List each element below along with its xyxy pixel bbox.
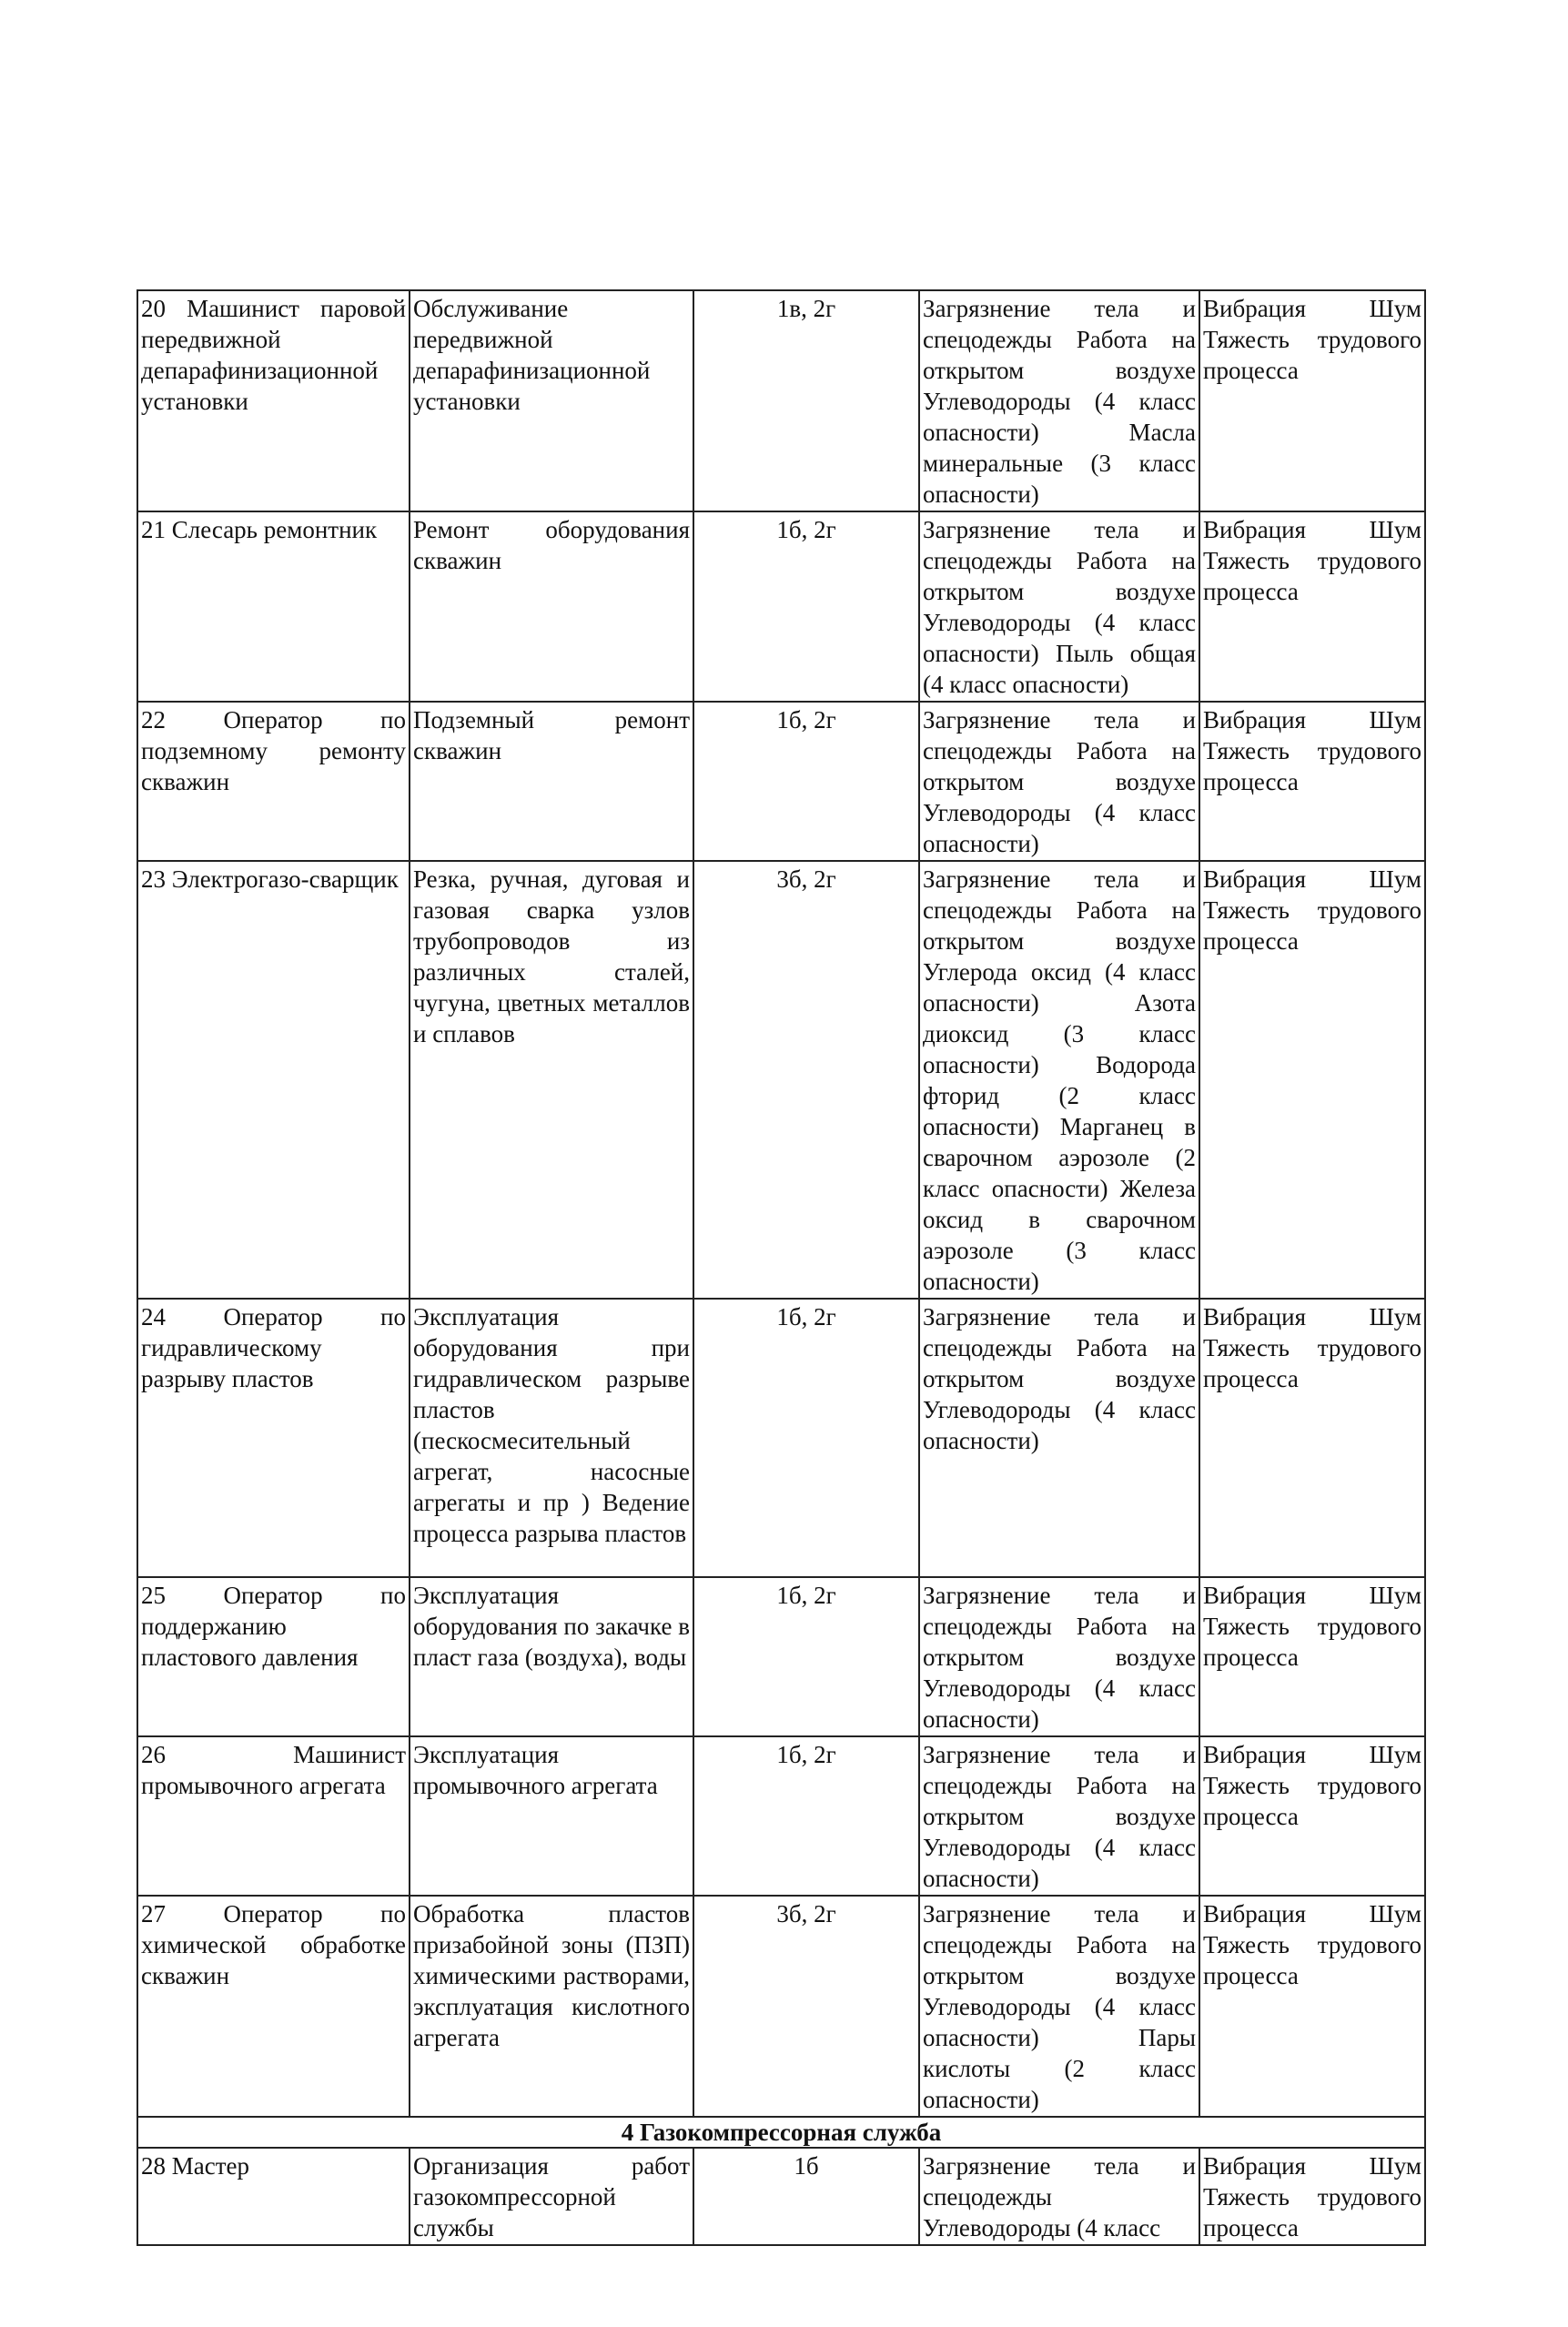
section-header-row: [137, 2117, 1425, 2148]
profession-cell: 23 Электрогазо-сварщик: [137, 861, 410, 1299]
class-cell: 3б, 2г: [693, 1896, 919, 2117]
section-title: 4 Газокомпрессорная служба: [137, 2117, 1425, 2148]
table-row: [137, 290, 1425, 511]
physical-factors-cell: Вибрация Шум Тяжесть трудового процесса: [1199, 511, 1425, 702]
chemical-factors-cell: Загрязнение тела и спецодежды Углеводороды (4 класс: [919, 2148, 1199, 2245]
chemical-factors-cell: Загрязнение тела и спецодежды Работа на открытом воздухе Углеводороды (4 класс опасности) Масла минеральные (3 класс опасности): [919, 290, 1199, 511]
work-cell: Ремонт оборудования скважин: [410, 511, 693, 702]
class-cell: 1б, 2г: [693, 1736, 919, 1896]
physical-factors-cell: Вибрация Шум Тяжесть трудового процесса: [1199, 1896, 1425, 2117]
chemical-factors-cell: Загрязнение тела и спецодежды Работа на открытом воздухе Углеводороды (4 класс опасности): [919, 1736, 1199, 1896]
work-cell: Эксплуатация оборудования по закачке в пласт газа (воздуха), воды: [410, 1577, 693, 1736]
table-row: [137, 1896, 1425, 2117]
chemical-factors-cell: Загрязнение тела и спецодежды Работа на открытом воздухе Углерода оксид (4 класс опасности) Азота диоксид (3 класс опасности) Водорода фторид (2 класс опасности) Марганец в сварочном аэрозоле (2 класс опасности) Железа оксид в сварочном аэрозоле (3 класс опасности): [919, 861, 1199, 1299]
profession-cell: 27 Оператор по химической обработке скважин: [137, 1896, 410, 2117]
profession-cell: 21 Слесарь ремонтник: [137, 511, 410, 702]
profession-cell: 25 Оператор по поддержанию пластового давления: [137, 1577, 410, 1736]
class-cell: 1б, 2г: [693, 702, 919, 861]
class-cell: 1б: [693, 2148, 919, 2245]
work-cell: Эксплуатация оборудования при гидравлическом разрыве пластов (пескосмесительный агрегат, насосные агрегаты и пр ) Ведение процесса разрыва пластов: [410, 1299, 693, 1577]
table-row: [137, 511, 1425, 702]
occupations-table: [137, 289, 1426, 2246]
table-row: [137, 861, 1425, 1299]
profession-cell: 20 Машинист паровой передвижной депарафинизационной установки: [137, 290, 410, 511]
class-cell: 1в, 2г: [693, 290, 919, 511]
work-cell: Обработка пластов призабойной зоны (ПЗП) химическими растворами, эксплуатация кислотного агрегата: [410, 1896, 693, 2117]
work-cell: Организация работ газокомпрессорной службы: [410, 2148, 693, 2245]
profession-cell: 22 Оператор по подземному ремонту скважин: [137, 702, 410, 861]
chemical-factors-cell: Загрязнение тела и спецодежды Работа на открытом воздухе Углеводороды (4 класс опасности): [919, 1299, 1199, 1577]
work-cell: Обслуживание передвижной депарафинизационной установки: [410, 290, 693, 511]
physical-factors-cell: Вибрация Шум Тяжесть трудового процесса: [1199, 702, 1425, 861]
physical-factors-cell: Вибрация Шум Тяжесть трудового процесса: [1199, 290, 1425, 511]
physical-factors-cell: Вибрация Шум Тяжесть трудового процесса: [1199, 1577, 1425, 1736]
table-row: [137, 702, 1425, 861]
profession-cell: 26 Машинист промывочного агрегата: [137, 1736, 410, 1896]
chemical-factors-cell: Загрязнение тела и спецодежды Работа на открытом воздухе Углеводороды (4 класс опасности) Пары кислоты (2 класс опасности): [919, 1896, 1199, 2117]
profession-cell: 28 Мастер: [137, 2148, 410, 2245]
table-row: [137, 1299, 1425, 1577]
profession-cell: 24 Оператор по гидравлическому разрыву пластов: [137, 1299, 410, 1577]
chemical-factors-cell: Загрязнение тела и спецодежды Работа на открытом воздухе Углеводороды (4 класс опасности): [919, 702, 1199, 861]
work-cell: Подземный ремонт скважин: [410, 702, 693, 861]
chemical-factors-cell: Загрязнение тела и спецодежды Работа на открытом воздухе Углеводороды (4 класс опасности): [919, 1577, 1199, 1736]
physical-factors-cell: Вибрация Шум Тяжесть трудового процесса: [1199, 1736, 1425, 1896]
class-cell: 3б, 2г: [693, 861, 919, 1299]
table-row: [137, 1577, 1425, 1736]
chemical-factors-cell: Загрязнение тела и спецодежды Работа на открытом воздухе Углеводороды (4 класс опасности) Пыль общая (4 класс опасности): [919, 511, 1199, 702]
physical-factors-cell: Вибрация Шум Тяжесть трудового процесса: [1199, 861, 1425, 1299]
document-page: [137, 289, 1424, 2246]
class-cell: 1б, 2г: [693, 511, 919, 702]
class-cell: 1б, 2г: [693, 1299, 919, 1577]
work-cell: Эксплуатация промывочного агрегата: [410, 1736, 693, 1896]
table-row: [137, 2148, 1425, 2245]
class-cell: 1б, 2г: [693, 1577, 919, 1736]
table-row: [137, 1736, 1425, 1896]
physical-factors-cell: Вибрация Шум Тяжесть трудового процесса: [1199, 2148, 1425, 2245]
work-cell: Резка, ручная, дуговая и газовая сварка узлов трубопроводов из различных сталей, чугуна, цветных металлов и сплавов: [410, 861, 693, 1299]
physical-factors-cell: Вибрация Шум Тяжесть трудового процесса: [1199, 1299, 1425, 1577]
